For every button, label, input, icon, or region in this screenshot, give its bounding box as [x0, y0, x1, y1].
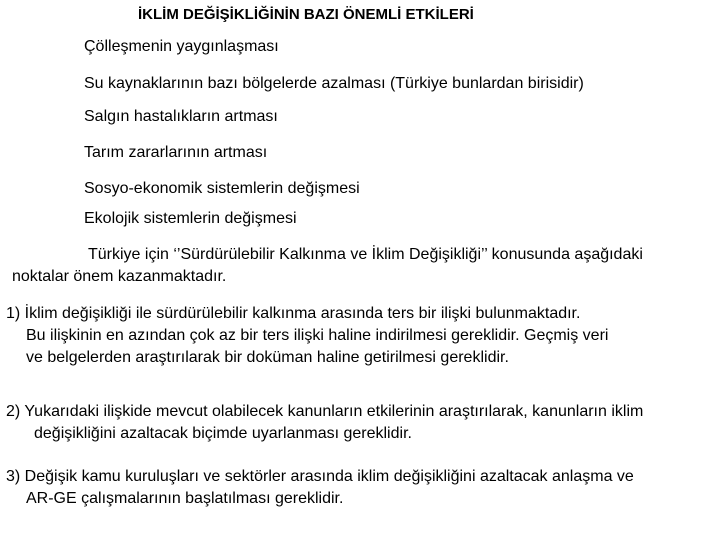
intro-paragraph — [12, 244, 720, 288]
point-line: 1) İklim değişikliği ile sürdürülebilir kalkınma arasında ters bir ilişki bulunmaktadır. — [6, 305, 581, 322]
intro-line: Türkiye için ‘’Sürdürülebilir Kalkınma ve İklim Değişikliği’’ konusunda aşağıdaki — [88, 246, 643, 263]
effect-item: Çölleşmenin yaygınlaşması — [84, 38, 279, 55]
effect-item: Ekolojik sistemlerin değişmesi — [84, 210, 297, 227]
point-line: Bu ilişkinin en azından çok az bir ters ilişki haline indirilmesi gereklidir. Geçmiş veri — [26, 327, 609, 344]
point-line: AR-GE çalışmalarının başlatılması gereklidir. — [26, 490, 344, 507]
effect-item: Salgın hastalıkların artması — [84, 108, 278, 125]
effect-item: Tarım zararlarının artması — [84, 144, 268, 161]
point-line: 2) Yukarıdaki ilişkide mevcut olabilecek kanunların etkilerinin araştırılarak, kanunların iklim — [6, 403, 644, 420]
point-line: 3) Değişik kamu kuruluşları ve sektörler arasında iklim değişikliğini azaltacak anlaşma ve — [6, 468, 634, 485]
point-2 — [6, 401, 643, 445]
point-3 — [6, 466, 634, 510]
point-line: ve belgelerden araştırılarak bir doküman haline getirilmesi gereklidir. — [26, 349, 509, 366]
point-line: değişikliğini azaltacak biçimde uyarlanması gereklidir. — [34, 425, 412, 442]
effect-item: Su kaynaklarının bazı bölgelerde azalması (Türkiye bunlardan birisidir) — [84, 75, 584, 92]
page-title: İKLİM DEĞİŞİKLİĞİNİN BAZI ÖNEMLİ ETKİLERİ — [138, 6, 474, 23]
point-1 — [6, 303, 608, 369]
effect-item: Sosyo-ekonomik sistemlerin değişmesi — [84, 180, 360, 197]
intro-line: noktalar önem kazanmaktadır. — [12, 268, 227, 285]
